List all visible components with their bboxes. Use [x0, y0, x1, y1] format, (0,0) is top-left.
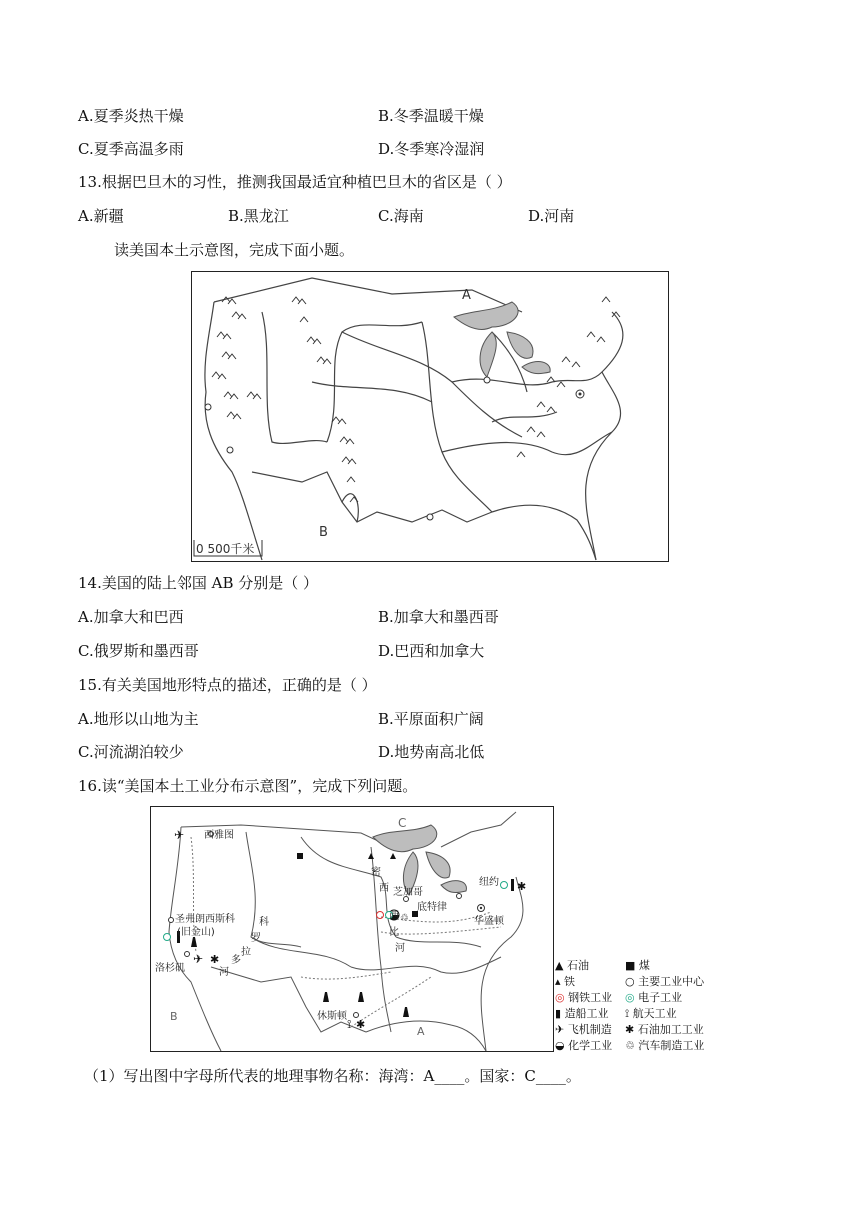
industrial-center-icon: [354, 1013, 359, 1018]
aircraft-icon: ✈: [193, 952, 204, 966]
chemical-icon: ◒: [555, 1039, 569, 1052]
electronics-icon: [164, 934, 171, 941]
city-detroit: 底特律: [417, 902, 447, 913]
coal-icon: [297, 853, 303, 859]
q14-stem: 14.美国的陆上邻国 AB 分别是（ ）: [78, 574, 319, 592]
city-sf-alt: (旧金山): [177, 927, 215, 938]
river-colorado-2: 罗: [251, 933, 261, 944]
city-sf: 圣弗朗西斯科: [175, 914, 235, 925]
petroleum-processing-icon: ✱: [356, 1018, 366, 1031]
legend-item: ♲ 汽车制造工业: [625, 1039, 705, 1052]
legend-item: ◎ 钢铁工业: [555, 991, 613, 1004]
automobile-icon: ♲: [625, 1039, 639, 1052]
industrial-center-icon: ○: [625, 975, 639, 988]
oil-icon: [191, 937, 197, 947]
legend-item: ▲ 石油: [555, 959, 589, 972]
aerospace-icon: ⟟: [347, 1017, 352, 1031]
legend-item: ▴ 铁: [555, 975, 576, 988]
iron-icon: ▴: [555, 975, 565, 988]
aircraft-icon: ✈: [555, 1023, 568, 1036]
steel-icon: [377, 912, 384, 919]
q14-option-c: C.俄罗斯和墨西哥: [78, 642, 199, 660]
city-seattle: 西雅图: [204, 830, 234, 841]
river-colorado-3: 拉: [241, 947, 251, 958]
q16-stem: 16.读“美国本土工业分布示意图”，完成下列问题。: [78, 777, 418, 795]
legend-item: ■ 煤: [625, 959, 650, 972]
oil-icon: ▲: [555, 959, 567, 972]
legend-item: ▮ 造船工业: [555, 1007, 609, 1020]
q14-option-b: B.加拿大和墨西哥: [378, 608, 499, 626]
petroleum-processing-icon: ✱: [625, 1023, 638, 1036]
river-colorado-4: 多: [231, 955, 241, 966]
river-miss-3: 西: [389, 911, 399, 922]
electronics-icon: [501, 882, 508, 889]
q12-option-d: D.冬季寒冷湿润: [378, 140, 485, 158]
label-a: A: [417, 1025, 425, 1038]
q13-option-a: A.新疆: [78, 207, 124, 225]
iron-icon: [368, 853, 374, 859]
legend-item: ◒ 化学工业: [555, 1039, 613, 1052]
oil-icon: [358, 992, 364, 1002]
legend-item: ○ 主要工业中心: [625, 975, 705, 988]
oil-icon: [403, 1007, 409, 1017]
legend-item: ◎ 电子工业: [625, 991, 683, 1004]
industrial-center-icon: [169, 918, 174, 923]
electronics-icon: ◎: [625, 991, 639, 1004]
q14-option-d: D.巴西和加拿大: [378, 642, 485, 660]
river-miss-4: 比: [389, 927, 399, 938]
coal-icon: ■: [625, 959, 639, 972]
river-miss-1: 密: [371, 867, 381, 878]
petroleum-processing-icon: ✱: [517, 880, 527, 893]
usa-map: [191, 271, 669, 562]
q13-option-b: B.黑龙江: [228, 207, 289, 225]
city-chicago: 芝加哥: [393, 887, 423, 898]
city-dc: 华盛顿: [474, 916, 504, 927]
city-la: 洛杉矶: [155, 963, 185, 974]
petroleum-processing-icon: ✱: [210, 953, 220, 966]
city-newyork: 纽约: [479, 877, 499, 888]
q15-stem: 15.有关美国地形特点的描述，正确的是（ ）: [78, 676, 377, 694]
river-miss-2: 西: [379, 883, 389, 894]
label-b: B: [319, 525, 328, 540]
river-colorado-1: 科: [259, 917, 269, 928]
q12-option-c: C.夏季高温多雨: [78, 140, 184, 158]
oil-icon: [323, 992, 329, 1002]
river-colorado-5: 河: [219, 967, 229, 978]
aircraft-icon: ✈: [174, 828, 185, 842]
legend-item: ✱ 石油加工工业: [625, 1023, 704, 1036]
q13-option-c: C.海南: [378, 207, 424, 225]
q12-option-b: B.冬季温暖干燥: [378, 107, 484, 125]
legend-item: ⟟ 航天工业: [625, 1007, 677, 1020]
legend-item: ✈ 飞机制造: [555, 1023, 612, 1036]
steel-icon: ◎: [555, 991, 569, 1004]
label-a: A: [462, 288, 471, 303]
label-c: C: [398, 816, 407, 830]
q16-sub1: （1）写出图中字母所代表的地理事物名称：海湾：A____。国家：C____。: [84, 1067, 581, 1085]
q12-option-a: A.夏季炎热干燥: [78, 107, 184, 125]
river-miss-5: 河: [395, 943, 405, 954]
q13-stem: 13.根据巴旦木的习性，推测我国最适宜种植巴旦木的省区是（ ）: [78, 173, 512, 191]
city-houston: 休斯顿: [317, 1011, 347, 1022]
q15-option-d: D.地势南高北低: [378, 743, 485, 761]
automobile-icon: ♲: [400, 913, 409, 924]
industrial-center-icon: [185, 952, 190, 957]
reading-intro: 读美国本土示意图，完成下面小题。: [114, 241, 355, 259]
shipbuilding-icon: ▮: [555, 1007, 565, 1020]
map-legend: [555, 958, 725, 1054]
aerospace-icon: ⟟: [625, 1007, 633, 1020]
usa-industry-map: [150, 806, 554, 1052]
iron-icon: [390, 853, 396, 859]
shipbuilding-icon: [511, 879, 514, 891]
q15-option-b: B.平原面积广阔: [378, 710, 484, 728]
q14-option-a: A.加拿大和巴西: [78, 608, 184, 626]
q15-option-a: A.地形以山地为主: [78, 710, 199, 728]
label-b: B: [170, 1010, 178, 1023]
industrial-center-icon: [457, 894, 462, 899]
scale-label: 0 500千米: [196, 542, 255, 556]
q15-option-c: C.河流湖泊较少: [78, 743, 184, 761]
q13-option-d: D.河南: [528, 207, 575, 225]
